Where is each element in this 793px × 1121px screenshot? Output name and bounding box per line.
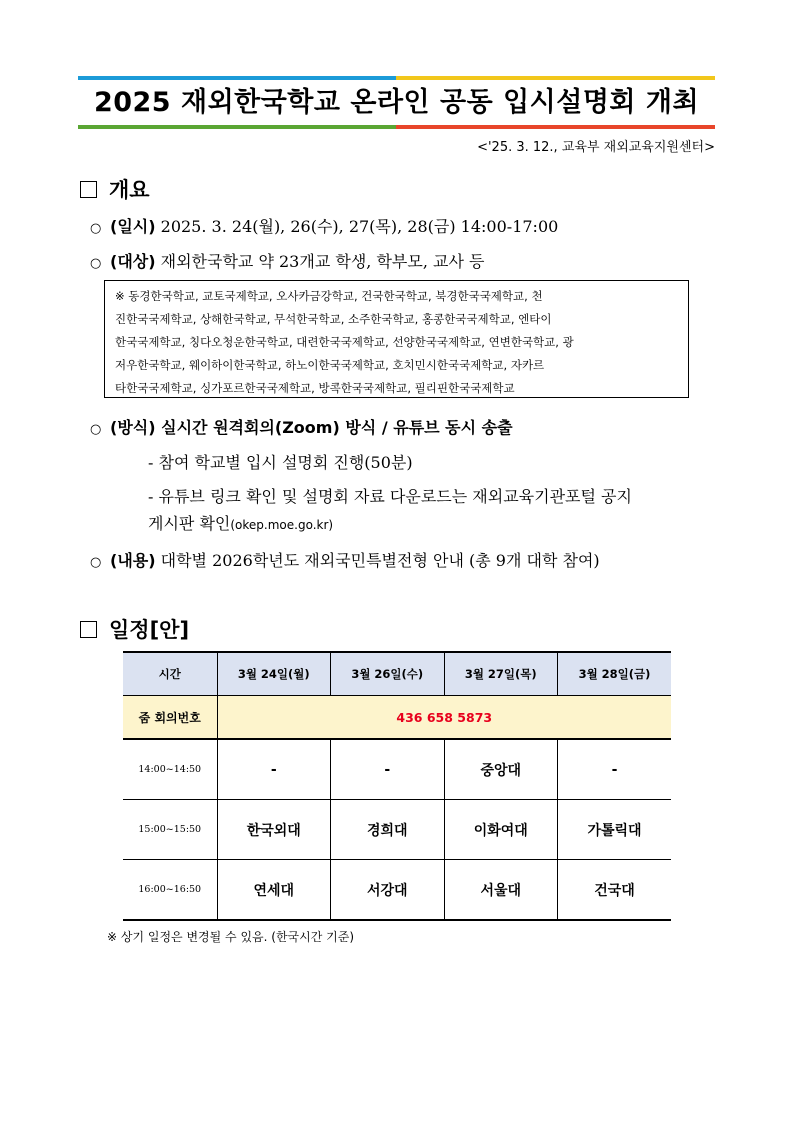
content-text: 대학별 2026학년도 재외국민특별전형 안내 (총 9개 대학 참여) [160, 551, 600, 570]
checkbox-square-icon [80, 181, 97, 198]
page-title: 2025 재외한국학교 온라인 공동 입시설명회 개최 [93, 87, 700, 118]
header-day: 3월 24일(월) [217, 652, 331, 696]
top-bar-yellow [396, 76, 715, 80]
circle-bullet-icon: ○ [90, 256, 102, 271]
portal-board-text: 게시판 확인 [148, 514, 231, 533]
header-day: 3월 28일(금) [558, 652, 672, 696]
method-sub-item: - 참여 학교별 입시 설명회 진행(50분) [148, 453, 413, 472]
method-sub-item: - 유튜브 링크 확인 및 설명회 자료 다운로드는 재외교육기관포털 공지 [148, 487, 632, 506]
header-day: 3월 27일(목) [444, 652, 558, 696]
schedule-heading [80, 614, 189, 644]
university-cell: 연세대 [217, 860, 331, 921]
date-text: 2025. 3. 24(월), 26(수), 27(목), 28(금) 14:00-17:00 [160, 217, 559, 236]
header-time: 시간 [123, 652, 217, 696]
schedule-heading-text: 일정[안] [109, 618, 190, 642]
school-list-line: 저우한국학교, 웨이하이한국학교, 하노이한국국제학교, 호치민시한국국제학교, 자카르 [115, 358, 545, 372]
university-cell: - [558, 739, 672, 800]
university-cell: 건국대 [558, 860, 672, 921]
table-row [123, 800, 671, 860]
university-cell: - [217, 739, 331, 800]
university-cell: 가톨릭대 [558, 800, 672, 860]
university-cell: 한국외대 [217, 800, 331, 860]
target-line [90, 249, 484, 272]
time-cell: 16:00~16:50 [123, 860, 217, 921]
method-sub-item-cont [148, 511, 333, 534]
university-cell: 이화여대 [444, 800, 558, 860]
date-label: (일시) [110, 217, 156, 236]
source-note: <'25. 3. 12., 교육부 재외교육지원센터> [477, 140, 715, 155]
header-day: 3월 26일(수) [331, 652, 445, 696]
table-row [123, 739, 671, 800]
top-bar-blue [78, 76, 396, 80]
university-cell: 경희대 [331, 800, 445, 860]
circle-bullet-icon: ○ [90, 422, 102, 437]
content-line [90, 548, 600, 571]
university-cell: 서울대 [444, 860, 558, 921]
method-label: (방식) [110, 418, 156, 437]
school-list-line: 진한국국제학교, 상해한국학교, 무석한국학교, 소주한국학교, 홍콩한국국제학교, 엔타이 [115, 312, 552, 326]
target-label: (대상) [110, 252, 156, 271]
table-header-row [123, 652, 671, 696]
university-cell: 서강대 [331, 860, 445, 921]
date-line [90, 214, 558, 237]
method-line [90, 415, 513, 438]
portal-url: (okep.moe.go.kr) [230, 518, 334, 532]
school-list-line: 한국국제학교, 칭다오청운한국학교, 대련한국국제학교, 선양한국국제학교, 연변한국학교, 광 [115, 335, 574, 349]
university-cell: - [331, 739, 445, 800]
school-list-line: 타한국국제학교, 싱가포르한국국제학교, 방콕한국국제학교, 필리핀한국국제학교 [115, 381, 515, 395]
schedule-note: ※ 상기 일정은 변경될 수 있음. (한국시간 기준) [107, 930, 354, 944]
university-cell: 중앙대 [444, 739, 558, 800]
time-cell: 15:00~15:50 [123, 800, 217, 860]
overview-heading [80, 174, 150, 204]
bottom-bar-red [396, 125, 715, 129]
school-list-line: ※ 동경한국학교, 교토국제학교, 오사카금강학교, 건국한국학교, 북경한국국제학교, 천 [115, 289, 543, 303]
bottom-bar-green [78, 125, 396, 129]
time-cell: 14:00~14:50 [123, 739, 217, 800]
content-label: (내용) [110, 551, 156, 570]
overview-heading-text: 개요 [109, 178, 150, 202]
circle-bullet-icon: ○ [90, 221, 102, 236]
zoom-number: 436 658 5873 [217, 696, 671, 740]
schedule-table [123, 651, 671, 921]
checkbox-square-icon [80, 621, 97, 638]
circle-bullet-icon: ○ [90, 555, 102, 570]
school-list-box [104, 280, 689, 398]
zoom-label: 줌 회의번호 [123, 696, 217, 740]
target-text: 재외한국학교 약 23개교 학생, 학부모, 교사 등 [160, 252, 485, 271]
method-text: 실시간 원격회의(Zoom) 방식 / 유튜브 동시 송출 [161, 418, 513, 437]
table-row [123, 860, 671, 921]
zoom-row [123, 696, 671, 740]
